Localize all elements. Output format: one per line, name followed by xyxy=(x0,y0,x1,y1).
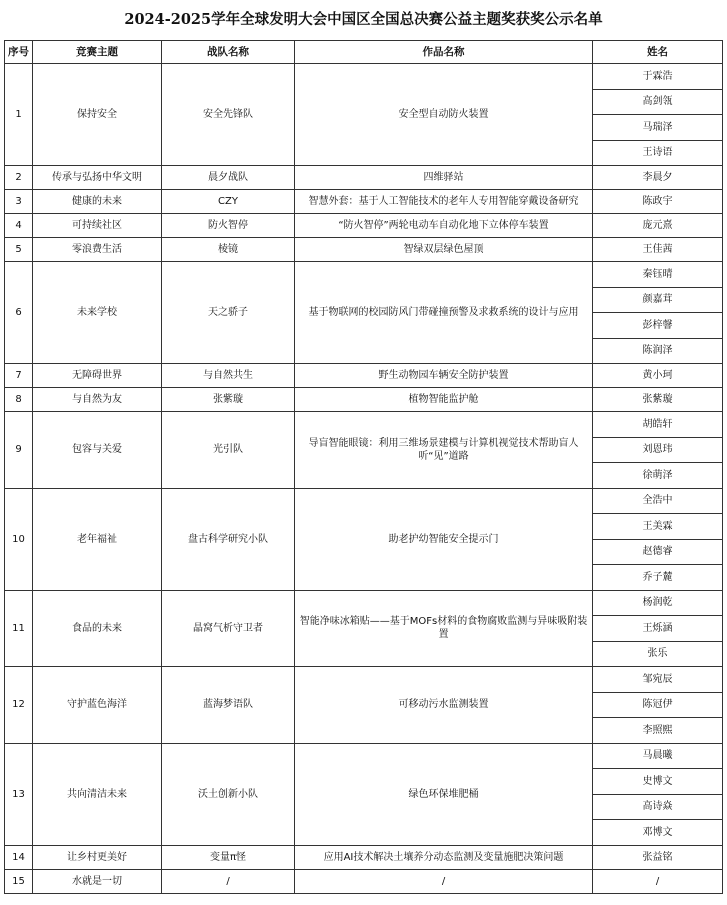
member-name-cell: 马瑞泽 xyxy=(593,115,723,141)
table-row xyxy=(5,64,723,90)
member-name-cell: 王诗语 xyxy=(593,140,723,166)
table-row xyxy=(5,869,723,893)
work-cell: “防火智停”两轮电动车自动化地下立体停车装置 xyxy=(295,214,593,238)
table-row xyxy=(5,488,723,514)
row-number-cell: 14 xyxy=(5,845,33,869)
theme-cell: 无障碍世界 xyxy=(33,364,162,388)
theme-cell: 可持续社区 xyxy=(33,214,162,238)
member-name-cell: 陈政宇 xyxy=(593,190,723,214)
team-cell: 盘古科学研究小队 xyxy=(162,488,295,590)
row-number-cell: 4 xyxy=(5,214,33,238)
table-row xyxy=(5,667,723,693)
theme-cell: 健康的未来 xyxy=(33,190,162,214)
member-name-cell: 赵德睿 xyxy=(593,539,723,565)
member-name-cell: 颜嘉茸 xyxy=(593,287,723,313)
member-name-cell: 邹宛辰 xyxy=(593,667,723,693)
member-name-cell: 李晨夕 xyxy=(593,166,723,190)
column-header-work: 作品名称 xyxy=(295,41,593,64)
work-cell: 野生动物园车辆安全防护装置 xyxy=(295,364,593,388)
team-cell: 棱镜 xyxy=(162,238,295,262)
work-cell: 安全型自动防火装置 xyxy=(295,64,593,166)
member-name-cell: 全浩中 xyxy=(593,488,723,514)
member-name-cell: 史博文 xyxy=(593,769,723,795)
member-name-cell: 胡皓轩 xyxy=(593,412,723,438)
row-number-cell: 6 xyxy=(5,262,33,364)
theme-cell: 守护蓝色海洋 xyxy=(33,667,162,744)
column-header-name: 姓名 xyxy=(593,41,723,64)
row-number-cell: 3 xyxy=(5,190,33,214)
theme-cell: 与自然为友 xyxy=(33,388,162,412)
member-name-cell: 王佳茜 xyxy=(593,238,723,262)
row-number-cell: 9 xyxy=(5,412,33,489)
theme-cell: 包容与关爱 xyxy=(33,412,162,489)
team-cell: 天之骄子 xyxy=(162,262,295,364)
column-header-theme: 竞赛主题 xyxy=(33,41,162,64)
team-cell: 晶窝气析守卫者 xyxy=(162,590,295,667)
team-cell: / xyxy=(162,869,295,893)
member-name-cell: 马晨曦 xyxy=(593,743,723,769)
member-name-cell: 张紫璇 xyxy=(593,388,723,412)
row-number-cell: 1 xyxy=(5,64,33,166)
team-cell: CZY xyxy=(162,190,295,214)
member-name-cell: 邓博文 xyxy=(593,820,723,846)
member-name-cell: 彭梓韾 xyxy=(593,313,723,339)
member-name-cell: 张益铭 xyxy=(593,845,723,869)
work-cell: 导盲智能眼镜：利用三维场景建模与计算机视觉技术帮助盲人听“见”道路 xyxy=(295,412,593,489)
theme-cell: 共向清洁未来 xyxy=(33,743,162,845)
member-name-cell: 秦钰晴 xyxy=(593,262,723,288)
member-name-cell: 王烁涵 xyxy=(593,616,723,642)
work-cell: 四维驿站 xyxy=(295,166,593,190)
work-cell: 智慧外套：基于人工智能技术的老年人专用智能穿戴设备研究 xyxy=(295,190,593,214)
work-cell: 植物智能监护舱 xyxy=(295,388,593,412)
work-cell: 智绿双层绿色屋顶 xyxy=(295,238,593,262)
table-row xyxy=(5,412,723,438)
table-row xyxy=(5,590,723,616)
award-table xyxy=(4,40,723,894)
member-name-cell: 陈冠伊 xyxy=(593,692,723,718)
member-name-cell: 王美霖 xyxy=(593,514,723,540)
team-cell: 晨夕战队 xyxy=(162,166,295,190)
theme-cell: 保持安全 xyxy=(33,64,162,166)
row-number-cell: 2 xyxy=(5,166,33,190)
row-number-cell: 7 xyxy=(5,364,33,388)
work-cell: 可移动污水监测装置 xyxy=(295,667,593,744)
table-row xyxy=(5,238,723,262)
row-number-cell: 10 xyxy=(5,488,33,590)
row-number-cell: 12 xyxy=(5,667,33,744)
member-name-cell: 乔子麓 xyxy=(593,565,723,591)
table-row xyxy=(5,364,723,388)
team-cell: 变量π怪 xyxy=(162,845,295,869)
work-cell: 智能净味冰箱贴——基于MOFs材料的食物腐败监测与异味吸附装置 xyxy=(295,590,593,667)
team-cell: 安全先锋队 xyxy=(162,64,295,166)
theme-cell: 水就是一切 xyxy=(33,869,162,893)
table-row xyxy=(5,743,723,769)
table-header-row xyxy=(5,41,723,64)
table-body xyxy=(5,64,723,894)
member-name-cell: 高剑瓴 xyxy=(593,89,723,115)
member-name-cell: 李照熙 xyxy=(593,718,723,744)
work-cell: 基于物联网的校园防风门带碰撞预警及求救系统的设计与应用 xyxy=(295,262,593,364)
member-name-cell: 高诗焱 xyxy=(593,794,723,820)
document-title: 2024-2025学年全球发明大会中国区全国总决赛公益主题奖获奖公示名单 xyxy=(124,11,603,28)
theme-cell: 未来学校 xyxy=(33,262,162,364)
work-cell: 绿色环保堆肥桶 xyxy=(295,743,593,845)
member-name-cell: 庞元熹 xyxy=(593,214,723,238)
theme-cell: 零浪费生活 xyxy=(33,238,162,262)
member-name-cell: 于霖浩 xyxy=(593,64,723,90)
table-row xyxy=(5,214,723,238)
theme-cell: 传承与弘扬中华文明 xyxy=(33,166,162,190)
team-cell: 光引队 xyxy=(162,412,295,489)
team-cell: 张紫璇 xyxy=(162,388,295,412)
row-number-cell: 11 xyxy=(5,590,33,667)
row-number-cell: 15 xyxy=(5,869,33,893)
theme-cell: 老年福祉 xyxy=(33,488,162,590)
member-name-cell: 黄小珂 xyxy=(593,364,723,388)
row-number-cell: 5 xyxy=(5,238,33,262)
column-header-team: 战队名称 xyxy=(162,41,295,64)
row-number-cell: 8 xyxy=(5,388,33,412)
member-name-cell: 杨润乾 xyxy=(593,590,723,616)
team-cell: 沃土创新小队 xyxy=(162,743,295,845)
column-header-no: 序号 xyxy=(5,41,33,64)
team-cell: 防火智停 xyxy=(162,214,295,238)
member-name-cell: 刘恩玮 xyxy=(593,437,723,463)
member-name-cell: 张乐 xyxy=(593,641,723,667)
table-row xyxy=(5,190,723,214)
table-row xyxy=(5,166,723,190)
work-cell: 应用AI技术解决土壤养分动态监测及变量施肥决策问题 xyxy=(295,845,593,869)
team-cell: 与自然共生 xyxy=(162,364,295,388)
table-row xyxy=(5,262,723,288)
member-name-cell: 徐萌泽 xyxy=(593,463,723,489)
row-number-cell: 13 xyxy=(5,743,33,845)
theme-cell: 食品的未来 xyxy=(33,590,162,667)
member-name-cell: / xyxy=(593,869,723,893)
work-cell: 助老护幼智能安全提示门 xyxy=(295,488,593,590)
table-row xyxy=(5,845,723,869)
team-cell: 蓝海梦语队 xyxy=(162,667,295,744)
work-cell: / xyxy=(295,869,593,893)
table-row xyxy=(5,388,723,412)
theme-cell: 让乡村更美好 xyxy=(33,845,162,869)
member-name-cell: 陈润泽 xyxy=(593,338,723,364)
